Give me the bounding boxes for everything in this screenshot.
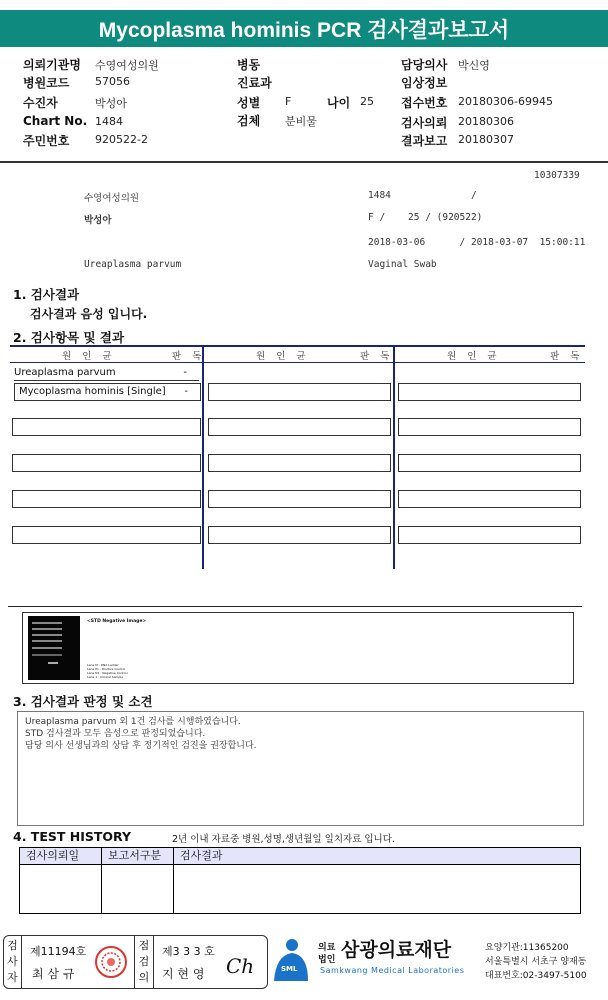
hospital-value: 수영여성의원 xyxy=(95,59,159,72)
divider xyxy=(8,606,582,607)
mono-chart: 1484 / xyxy=(368,190,477,201)
gel-title: <STD Negative Image> xyxy=(87,619,147,624)
age-label: 나이 xyxy=(327,96,351,110)
history-body-row xyxy=(20,865,580,913)
empty-cell xyxy=(12,490,201,508)
remark-line: 담당 의사 선생님과의 상담 후 정기적인 검진을 권장합니다. xyxy=(25,741,257,751)
inspector-label: 검사자 xyxy=(4,936,22,988)
sex-label: 성별 xyxy=(237,96,261,110)
overall-result: 검사결과 음성 입니다. xyxy=(30,307,148,321)
remark-line: Ureaplasma parvum 외 1건 검사를 시행하였습니다. xyxy=(25,717,241,727)
inspector-number: 제11194호 xyxy=(30,945,87,958)
signature-block xyxy=(3,935,268,989)
empty-cell xyxy=(208,454,391,472)
contact-line: 대표번호:02-3497-5100 xyxy=(485,971,587,981)
specimen-value: 분비물 xyxy=(285,115,317,128)
col-header-pathogen-1: 원 인 균 xyxy=(62,351,116,362)
ward-label: 병동 xyxy=(237,58,261,72)
empty-cell xyxy=(398,418,581,436)
remarks-box xyxy=(17,711,584,826)
table-row xyxy=(14,365,199,381)
remark-line: STD 검사결과 모두 음성으로 판정되었습니다. xyxy=(25,729,206,739)
patient-info-panel xyxy=(0,48,608,163)
history-cell xyxy=(20,865,102,913)
chart-value: 1484 xyxy=(95,115,123,128)
section4-heading: 4. TEST HISTORY xyxy=(13,829,132,844)
section2-heading: 2. 검사항목 및 결과 xyxy=(13,330,125,345)
org-prefix-top: 의료 xyxy=(318,943,336,953)
gel-legend-3: Lane N1 : Negative Control xyxy=(87,671,128,675)
empty-cell xyxy=(12,454,201,472)
history-col-date: 검사의뢰일 xyxy=(20,848,102,864)
request-label: 검사의뢰 xyxy=(401,116,448,130)
mono-hospital: 수영여성의원 xyxy=(84,193,140,204)
table-row xyxy=(14,383,201,401)
request-value: 20180306 xyxy=(458,115,514,128)
signature: Ch xyxy=(226,954,255,978)
inspector-name: 최 삼 규 xyxy=(32,967,75,981)
mono-patient: 박성아 xyxy=(84,215,112,226)
mono-specimen: Vaginal Swab xyxy=(368,259,437,270)
empty-cell xyxy=(398,526,581,544)
results-grid xyxy=(10,345,585,569)
empty-cell xyxy=(208,418,391,436)
gel-legend-2: Lane P1 : Positive Control xyxy=(87,667,126,671)
empty-cell xyxy=(12,526,201,544)
history-table xyxy=(19,847,581,914)
code-label: 병원코드 xyxy=(23,76,70,90)
recipient-label: 수진자 xyxy=(23,96,58,110)
contact-line: 요양기관:11365200 xyxy=(485,943,569,953)
code-value: 57056 xyxy=(95,75,130,88)
empty-cell xyxy=(398,383,581,401)
empty-cell xyxy=(12,418,201,436)
receipt-value: 20180306-69945 xyxy=(458,95,553,108)
gel-image xyxy=(28,616,80,680)
history-header-row xyxy=(20,848,580,865)
org-english: Samkwang Medical Laboratories xyxy=(320,966,465,975)
pathogen-name: Mycoplasma hominis [Single] xyxy=(19,386,166,397)
col-header-pathogen-3: 원 인 균 xyxy=(447,351,501,362)
empty-cell xyxy=(398,490,581,508)
gel-image-panel xyxy=(22,612,574,684)
reviewer-number: 제3 3 3 호 xyxy=(162,945,215,958)
report-date-value: 20180307 xyxy=(458,133,514,146)
age-value: 25 xyxy=(360,95,374,108)
sex-value: F xyxy=(285,95,292,108)
id-label: 주민번호 xyxy=(23,134,70,148)
empty-cell xyxy=(208,490,391,508)
col-header-judgment-3: 판 독 xyxy=(550,351,584,362)
section3-heading: 3. 검사결과 판정 및 소견 xyxy=(13,694,153,709)
col-header-judgment-2: 판 독 xyxy=(360,351,394,362)
report-date-label: 결과보고 xyxy=(401,134,448,148)
id-value: 920522-2 xyxy=(95,133,148,146)
dept-label: 진료과 xyxy=(237,76,272,90)
contact-line: 서울특별시 서초구 양재동 xyxy=(485,957,587,967)
report-title: Mycoplasma hominis PCR 검사결과보고서 xyxy=(0,10,608,47)
history-col-type: 보고서구분 xyxy=(102,848,174,864)
reviewer-label: 점검의 xyxy=(134,936,154,988)
sml-logo-icon xyxy=(272,937,310,981)
history-note: 2년 이내 자료중 병원,성명,생년월일 일치자료 입니다. xyxy=(172,834,395,845)
org-name: 삼광의료재단 xyxy=(341,939,452,961)
mono-sex-age: F / 25 / (920522) xyxy=(368,212,483,223)
specimen-label: 검체 xyxy=(237,114,261,128)
pathogen-name: Ureaplasma parvum xyxy=(14,367,116,378)
chart-label: Chart No. xyxy=(23,114,88,128)
receipt-label: 접수번호 xyxy=(401,96,448,110)
doctor-label: 담당의사 xyxy=(401,58,448,72)
seal-icon xyxy=(95,946,127,978)
org-prefix-bottom: 법인 xyxy=(318,955,336,965)
history-cell xyxy=(174,865,580,913)
clinical-label: 임상정보 xyxy=(401,76,448,90)
logo-text: SML xyxy=(281,965,298,973)
mono-organism: Ureaplasma parvum xyxy=(84,259,182,270)
recipient-value: 박성아 xyxy=(95,97,127,110)
empty-cell xyxy=(208,526,391,544)
empty-cell xyxy=(208,383,391,401)
col-header-judgment-1: 판 독 xyxy=(172,351,206,362)
empty-cell xyxy=(398,454,581,472)
sample-code: 10307339 xyxy=(534,170,580,181)
history-col-result: 검사결과 xyxy=(180,849,223,862)
section1-heading: 1. 검사결과 xyxy=(13,287,80,302)
pathogen-result: - xyxy=(184,386,188,397)
reviewer-name: 지 현 영 xyxy=(162,967,205,981)
hospital-label: 의뢰기관명 xyxy=(23,58,81,72)
pathogen-result: - xyxy=(183,367,187,378)
col-header-pathogen-2: 원 인 균 xyxy=(256,351,310,362)
doctor-value: 박신영 xyxy=(458,59,490,72)
gel-legend-4: Lane 1 : Clinical Sample xyxy=(87,675,124,679)
mono-dates: 2018-03-06 / 2018-03-07 15:00:11 xyxy=(368,237,586,248)
gel-legend-1: Lane M : DNA Ladder xyxy=(87,663,119,667)
history-cell xyxy=(102,865,174,913)
